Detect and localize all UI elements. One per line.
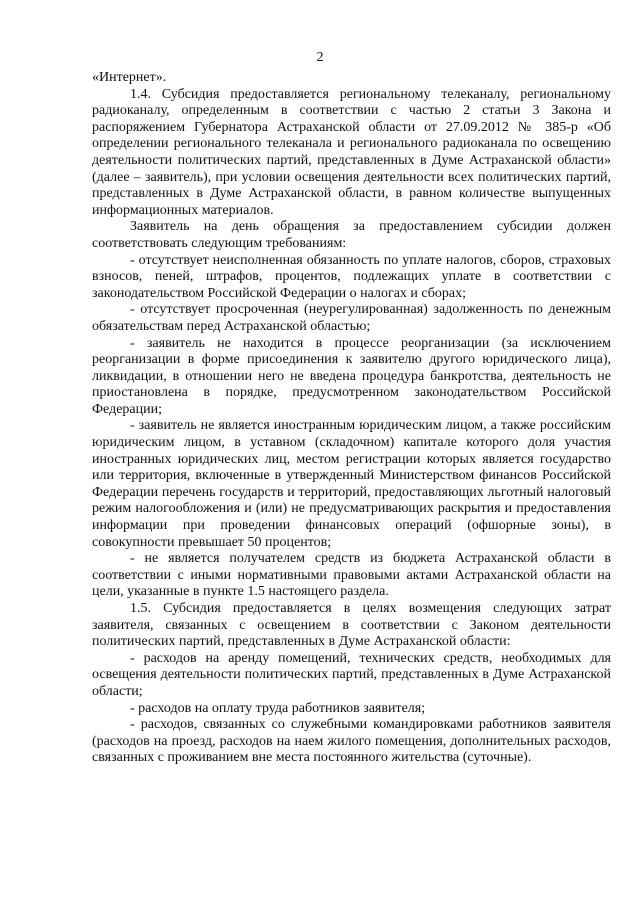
list-item: - отсутствует неисполненная обязанность по уплате налогов, сборов, страховых взносов, пеней, штрафов, процентов, подлежащих уплате в соответствии с законодательством Российской Федерации о налогах и сборах;: [92, 252, 611, 301]
list-item: - отсутствует просроченная (неурегулированная) задолженность по денежным обязательствам перед Астраханской областью;: [92, 302, 611, 334]
list-item: - расходов на аренду помещений, технических средств, необходимых для освещения деятельности политических партий, представленных в Думе Астраханской области;: [92, 650, 611, 699]
paragraph-1-5: 1.5. Субсидия предоставляется в целях возмещения следующих затрат заявителя, связанных с освещением в соответствии с Законом деятельности политических партий, представленных в Думе Астраханской области:: [92, 601, 611, 650]
paragraph-requirements-intro: Заявитель на день обращения за предоставлением субсидии должен соответствовать следующим требованиям:: [92, 219, 611, 251]
paragraph: «Интернет».: [92, 70, 167, 85]
page-number: 2: [316, 50, 324, 65]
list-item: - расходов, связанных со служебными командировками работников заявителя (расходов на проезд, расходов на наем жилого помещения, дополнительных расходов, связанных с проживанием вне места постоянного жительства (суточные).: [92, 717, 611, 766]
document-body: [92, 70, 611, 767]
list-item: - расходов на оплату труда работников заявителя;: [130, 700, 426, 716]
paragraph-1-4: 1.4. Субсидия предоставляется региональному телеканалу, региональному радиоканалу, определенным в соответствии с частью 2 статьи 3 Закона и распоряжением Губернатора Астраханской области от 27.09.2012 № 385-р «Об определении регионального телеканала и регионального радиоканала по освещению деятельности политических партий, представленных в Думе Астраханской области» (далее – заявитель), при условии освещения деятельности всех политических партий, представленных в Думе Астраханской области, в равном количестве выпущенных информационных материалов.: [92, 86, 611, 218]
list-item: - не является получателем средств из бюджета Астраханской области в соответствии с иными нормативными правовыми актами Астраханской области на цели, указанные в пункте 1.5 настоящего раздела.: [92, 551, 611, 600]
list-item: - заявитель не является иностранным юридическим лицом, а также российским юридическим лицом, в уставном (складочном) капитале которого доля участия иностранных юридических лиц, местом регистрации которых является государство или территория, включенные в утвержденный Министерством финансов Российской Федерации перечень государств и территорий, предоставляющих льготный налоговый режим налогообложения и (или) не предусматривающих раскрытия и предоставления информации при проведении финансовых операций (офшорные зоны), в совокупности превышает 50 процентов;: [92, 418, 611, 550]
list-item: - заявитель не находится в процессе реорганизации (за исключением реорганизации в форме присоединения к заявителю другого юридического лица), ликвидации, в отношении него не введена процедура банкротства, деятельность не приостановлена в порядке, предусмотренном законодательством Российской Федерации;: [92, 335, 611, 417]
